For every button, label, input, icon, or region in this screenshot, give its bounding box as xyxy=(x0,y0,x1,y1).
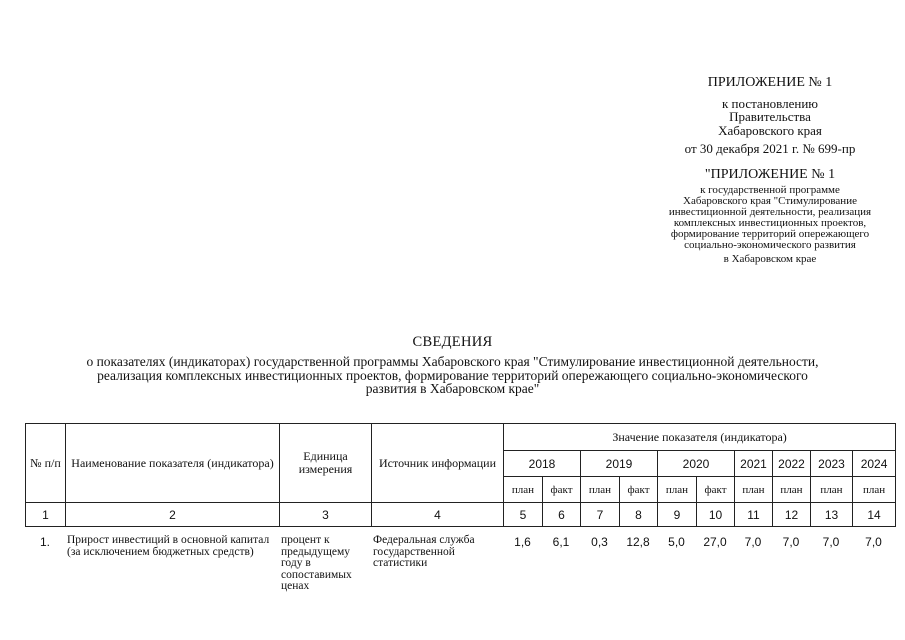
row-value: 5,0 xyxy=(668,535,685,549)
column-number: 9 xyxy=(658,503,697,527)
header-num: № п/п xyxy=(26,424,66,503)
row-value: 7,0 xyxy=(744,535,762,549)
appendix-2-line: инвестиционной деятельности, реализация xyxy=(668,205,872,218)
header-plan-fact: план xyxy=(773,477,811,503)
header-value-group: Значение показателя (индикатора) xyxy=(504,424,896,451)
column-number: 6 xyxy=(543,503,581,527)
column-number: 4 xyxy=(372,503,504,527)
column-number: 10 xyxy=(697,503,735,527)
column-number: 5 xyxy=(504,503,543,527)
header-unit: Единица измерения xyxy=(280,424,372,503)
indicators-table-header xyxy=(25,423,896,527)
row-unit: процент к предыдущему году в сопоставимых ценах xyxy=(281,534,352,592)
header-year: 2024 xyxy=(853,451,896,477)
appendix-2-line: Хабаровского края "Стимулирование xyxy=(683,194,857,207)
row-value: 27,0 xyxy=(703,535,727,549)
appendix-2-block xyxy=(638,168,902,265)
appendix-1-line: Правительства xyxy=(729,109,811,125)
column-number: 1 xyxy=(26,503,66,527)
appendix-2-line: к государственной программе xyxy=(700,183,840,196)
header-plan-fact: факт xyxy=(543,477,581,503)
row-value: 6,1 xyxy=(552,535,570,549)
row-value: 12,8 xyxy=(626,535,650,549)
header-plan-fact: план xyxy=(658,477,697,503)
table-row xyxy=(25,535,895,593)
header-plan-fact: план xyxy=(853,477,896,503)
header-plan-fact: план xyxy=(581,477,620,503)
row-num: 1. xyxy=(39,535,50,549)
header-name: Наименование показателя (индикатора) xyxy=(66,424,280,503)
column-number: 14 xyxy=(853,503,896,527)
appendix-2-line: формирование территорий опережающего xyxy=(670,227,870,240)
header-plan-fact: план xyxy=(735,477,773,503)
appendix-1-date: от 30 декабря 2021 г. № 699-пр xyxy=(684,140,856,156)
document-subtitle-line: развития в Хабаровском крае" xyxy=(365,381,540,396)
row-name: Прирост инвестиций в основной капитал (за исключением бюджетных средств) xyxy=(67,534,270,558)
appendix-1-block xyxy=(638,76,902,155)
row-value: 7,0 xyxy=(822,535,840,549)
indicators-table-body xyxy=(25,535,895,593)
column-number: 11 xyxy=(735,503,773,527)
appendix-2-title: "ПРИЛОЖЕНИЕ № 1 xyxy=(704,167,836,182)
header-year: 2023 xyxy=(811,451,853,477)
header-year: 2021 xyxy=(735,451,773,477)
document-title: СВЕДЕНИЯ xyxy=(412,334,493,350)
header-plan-fact: план xyxy=(811,477,853,503)
appendix-1-title: ПРИЛОЖЕНИЕ № 1 xyxy=(707,75,833,90)
appendix-2-line: комплексных инвестиционных проектов, xyxy=(673,216,867,229)
header-plan-fact: факт xyxy=(697,477,735,503)
header-plan-fact: факт xyxy=(620,477,658,503)
row-value: 1,6 xyxy=(514,535,531,549)
appendix-1-line: к постановлению xyxy=(721,95,819,111)
header-year: 2019 xyxy=(581,451,658,477)
document-subtitle-line: о показателях (индикаторах) государственной программы Хабаровского края "Стимулирование инвестиционной деятельности, xyxy=(86,354,819,369)
appendix-2-line: социально-экономического развития xyxy=(684,238,856,251)
column-number: 8 xyxy=(620,503,658,527)
appendix-1-line: Хабаровского края xyxy=(718,122,822,138)
document-heading xyxy=(20,334,885,396)
column-number: 2 xyxy=(66,503,280,527)
appendix-2-line: в Хабаровском крае xyxy=(723,252,817,265)
header-plan-fact: план xyxy=(504,477,543,503)
row-value: 7,0 xyxy=(865,535,882,549)
header-year: 2018 xyxy=(504,451,581,477)
header-year: 2020 xyxy=(658,451,735,477)
column-number: 12 xyxy=(773,503,811,527)
header-source: Источник информации xyxy=(372,424,504,503)
column-number: 7 xyxy=(581,503,620,527)
column-number: 3 xyxy=(280,503,372,527)
header-year: 2022 xyxy=(773,451,811,477)
row-source: Федеральная служба государственной статистики xyxy=(373,534,475,569)
document-subtitle-line: реализация комплексных инвестиционных проектов, формирование территорий опережающего социально-экономического xyxy=(97,367,808,383)
row-value: 7,0 xyxy=(782,535,800,549)
row-value: 0,3 xyxy=(591,535,608,549)
column-number: 13 xyxy=(811,503,853,527)
